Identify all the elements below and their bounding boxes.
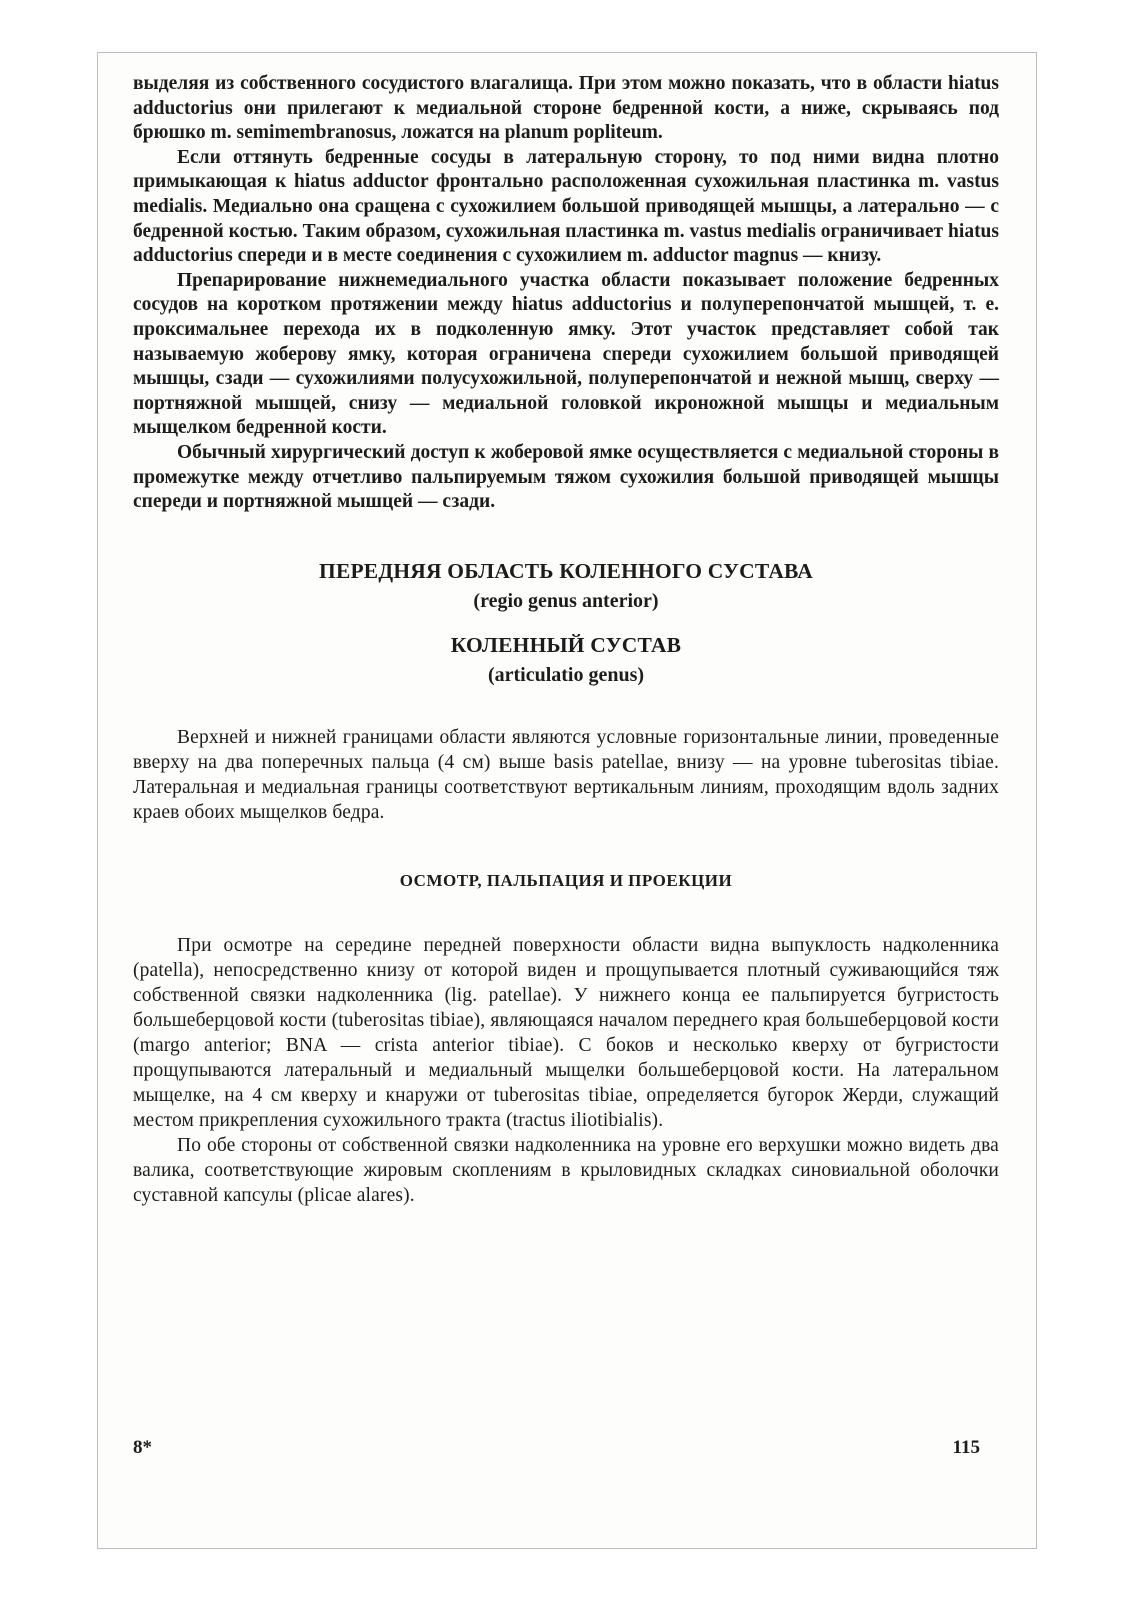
borders-text-block (133, 725, 999, 825)
paragraph: Если оттянуть бедренные сосуды в латеральную сторону, то под ними видна плотно примыкающая к hiatus adductor фронтально расположенная сухожильная пластинка m. vastus medialis. Медиально она сращена с сухожилием большой приводящей мышцы, а латерально — с бедренной костью. Таким образом, сухожильная пластинка m. vastus medialis ограничивает hiatus adductorius спереди и в месте соединения с сухожилием m. adductor magnus — книзу. (133, 146, 999, 267)
paragraph: выделяя из собственного сосудистого влагалища. При этом можно показать, что в области hiatus adductorius они прилегают к медиальной стороне бедренной кости, а ниже, скрываясь под брюшко m. semimembranosus, ложатся на planum popliteum. (133, 73, 999, 144)
top-text-block (133, 72, 999, 515)
subsection-heading-latin: (articulatio genus) (487, 663, 645, 686)
subsection-heading: КОЛЕННЫЙ СУСТАВ (450, 632, 682, 657)
examination-text-block (133, 933, 999, 1208)
printer-signature: 8* (133, 1437, 152, 1458)
paragraph: По обе стороны от собственной связки надколенника на уровне его верхушки можно видеть два валика, соответствующие жировым скоплениям в крыловидных складках синовиальной оболочки суставной капсулы (plicae alares). (133, 1134, 999, 1206)
page-content (133, 72, 999, 1208)
section-heading-latin: (regio genus anterior) (473, 589, 659, 612)
paragraph: Препарирование нижнемедиального участка области показывает положение бедренных сосудов на коротком протяжении между hiatus adductorius и полуперепончатой мышцей, т. е. проксимальнее перехода их в подколенную ямку. Этот участок представляет собой так называемую жоберову ямку, которая ограничена спереди сухожилием большой приводящей мышцы, сзади — сухожилиями полусухожильной, полуперепончатой и нежной мышц, сверху — портняжной мышцей, снизу — медиальной головкой икроножной мышцы и медиальным мыщелком бедренной кости. (133, 269, 999, 439)
paragraph: Верхней и нижней границами области являются условные горизонтальные линии, проведенные вверху на два поперечных пальца (4 см) выше basis patellae, внизу — на уровне tuberositas tibiae. Латеральная и медиальная границы соответствуют вертикальным линиям, проходящим вдоль задних краев обоих мыщелков бедра. (133, 726, 999, 823)
page-number: 115 (952, 1437, 980, 1458)
section-heading: ПЕРЕДНЯЯ ОБЛАСТЬ КОЛЕННОГО СУСТАВА (319, 558, 813, 583)
examination-heading: ОСМОТР, ПАЛЬПАЦИЯ И ПРОЕКЦИИ (399, 870, 733, 890)
paragraph: Обычный хирургический доступ к жоберовой ямке осуществляется с медиальной стороны в промежутке между отчетливо пальпируемым тяжом сухожилия большой приводящей мышцы спереди и портняжной мышцей — сзади. (133, 441, 999, 513)
paragraph: При осмотре на середине передней поверхности области видна выпуклость надколенника (patella), непосредственно книзу от которой виден и прощупывается плотный суживающийся тяж собственной связки надколенника (lig. patellae). У нижнего конца ее пальпируется бугристость большеберцовой кости (tuberositas tibiae), являющаяся началом переднего края большеберцовой кости (margo anterior; BNA — crista anterior tibiae). С боков и несколько кверху от бугристости прощупываются латеральный и медиальный мыщелки большеберцовой кости. На латеральном мыщелке, на 4 см кверху и кнаружи от tuberositas tibiae, определяется бугорок Жерди, служащий местом прикрепления сухожильного тракта (tractus iliotibialis). (133, 934, 999, 1131)
